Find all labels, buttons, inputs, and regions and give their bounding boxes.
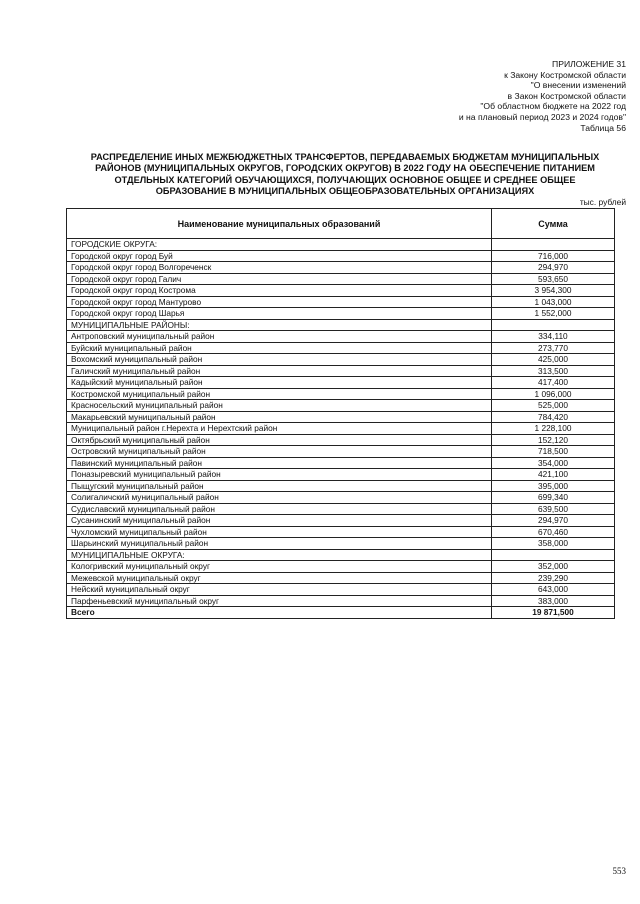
municipality-name: Островский муниципальный район <box>67 446 492 458</box>
table-row <box>67 480 615 492</box>
amount-cell: 699,340 <box>492 492 615 504</box>
amount-cell: 352,000 <box>492 561 615 573</box>
table-row <box>67 457 615 469</box>
table-row <box>67 446 615 458</box>
amount-cell: 273,770 <box>492 342 615 354</box>
table-row <box>67 308 615 320</box>
table-row <box>67 377 615 389</box>
amount-cell: 639,500 <box>492 503 615 515</box>
municipality-name: Макарьевский муниципальный район <box>67 411 492 423</box>
appendix-line: "Об областном бюджете на 2022 год <box>480 101 626 112</box>
column-header-name: Наименование муниципальных образований <box>67 209 492 239</box>
title-line: ОБРАЗОВАНИЕ В МУНИЦИПАЛЬНЫХ ОБЩЕОБРАЗОВАТЕЛЬНЫХ ОРГАНИЗАЦИЯХ <box>155 186 535 197</box>
table-row <box>67 342 615 354</box>
appendix-line: "О внесении изменений <box>530 80 626 91</box>
table-row <box>67 400 615 412</box>
table-row <box>67 319 615 331</box>
table-row <box>67 331 615 343</box>
amount-cell: 1 096,000 <box>492 388 615 400</box>
title-line: ОТДЕЛЬНЫХ КАТЕГОРИЙ ОБУЧАЮЩИХСЯ, ПОЛУЧАЮЩИХ ОСНОВНОЕ ОБЩЕЕ И СРЕДНЕЕ ОБЩЕЕ <box>114 174 576 185</box>
municipality-name: Шарьинский муниципальный район <box>67 538 492 550</box>
amount-cell: 152,120 <box>492 434 615 446</box>
amount-cell: 716,000 <box>492 250 615 262</box>
amount-cell: 1 552,000 <box>492 308 615 320</box>
amount-cell: 294,970 <box>492 515 615 527</box>
municipality-name: Павинский муниципальный район <box>67 457 492 469</box>
amount-cell: 643,000 <box>492 584 615 596</box>
municipality-name: Поназыревский муниципальный район <box>67 469 492 481</box>
table-row <box>67 434 615 446</box>
table-row <box>67 411 615 423</box>
amount-cell: 421,100 <box>492 469 615 481</box>
distribution-table <box>66 208 615 619</box>
municipality-name: Нейский муниципальный округ <box>67 584 492 596</box>
title-line: РАСПРЕДЕЛЕНИЕ ИНЫХ МЕЖБЮДЖЕТНЫХ ТРАНСФЕРТОВ, ПЕРЕДАВАЕМЫХ БЮДЖЕТАМ МУНИЦИПАЛЬНЫХ <box>90 152 600 162</box>
table-row <box>67 250 615 262</box>
appendix-line: и на плановый период 2023 и 2024 годов" <box>458 111 626 122</box>
amount-cell: 294,970 <box>492 262 615 274</box>
amount-cell <box>492 319 615 331</box>
municipality-name: Чухломский муниципальный район <box>67 526 492 538</box>
table-row <box>67 595 615 607</box>
table-row <box>67 365 615 377</box>
amount-cell: 239,290 <box>492 572 615 584</box>
municipality-name: Городской округ город Мантурово <box>67 296 492 308</box>
amount-cell: 425,000 <box>492 354 615 366</box>
unit-label: тыс. рублей <box>579 197 626 207</box>
table-row <box>67 285 615 297</box>
municipality-name: Городской округ город Кострома <box>67 285 492 297</box>
municipality-name: Октябрьский муниципальный район <box>67 434 492 446</box>
municipality-name: Городской округ город Шарья <box>67 308 492 320</box>
amount-cell <box>492 239 615 251</box>
municipality-name: Солигаличский муниципальный район <box>67 492 492 504</box>
amount-cell: 354,000 <box>492 457 615 469</box>
municipality-name: Кологривский муниципальный округ <box>67 561 492 573</box>
column-header-sum: Сумма <box>492 209 615 239</box>
municipality-name: Костромской муниципальный район <box>67 388 492 400</box>
table-row <box>67 354 615 366</box>
municipality-name: Антроповский муниципальный район <box>67 331 492 343</box>
table-row <box>67 538 615 550</box>
table-row <box>67 273 615 285</box>
municipality-name: Парфеньевский муниципальный округ <box>67 595 492 607</box>
appendix-line: Таблица 56 <box>580 122 626 133</box>
amount-cell: 334,110 <box>492 331 615 343</box>
table-total-row <box>67 607 615 619</box>
table-row <box>67 262 615 274</box>
table-row <box>67 549 615 561</box>
document-title <box>60 152 630 198</box>
table-row <box>67 515 615 527</box>
municipality-name: Буйский муниципальный район <box>67 342 492 354</box>
amount-cell: 593,650 <box>492 273 615 285</box>
municipality-name: Городской округ город Галич <box>67 273 492 285</box>
municipality-name: МУНИЦИПАЛЬНЫЕ ОКРУГА: <box>67 549 492 561</box>
appendix-line: ПРИЛОЖЕНИЕ 31 <box>552 59 626 69</box>
table-row <box>67 296 615 308</box>
amount-cell: 395,000 <box>492 480 615 492</box>
title-line: РАЙОНОВ (МУНИЦИПАЛЬНЫХ ОКРУГОВ, ГОРОДСКИХ ОКРУГОВ) В 2022 ГОДУ НА ОБЕСПЕЧЕНИЕ ПИТАНИЕМ <box>95 163 595 174</box>
amount-cell: 313,500 <box>492 365 615 377</box>
amount-cell: 670,460 <box>492 526 615 538</box>
appendix-header <box>266 59 626 133</box>
municipality-name: МУНИЦИПАЛЬНЫЕ РАЙОНЫ: <box>67 319 492 331</box>
municipality-name: Галичский муниципальный район <box>67 365 492 377</box>
table-header-row <box>67 209 615 239</box>
municipality-name: Городской округ город Буй <box>67 250 492 262</box>
amount-cell: 1 043,000 <box>492 296 615 308</box>
table-row <box>67 584 615 596</box>
amount-cell: 784,420 <box>492 411 615 423</box>
municipality-name: Муниципальный район г.Нерехта и Нерехтский район <box>67 423 492 435</box>
amount-cell: 358,000 <box>492 538 615 550</box>
table-row <box>67 572 615 584</box>
amount-cell <box>492 549 615 561</box>
table-row <box>67 469 615 481</box>
table-row <box>67 561 615 573</box>
municipality-name: Всего <box>67 607 492 619</box>
municipality-name: ГОРОДСКИЕ ОКРУГА: <box>67 239 492 251</box>
amount-cell: 19 871,500 <box>492 607 615 619</box>
municipality-name: Красносельский муниципальный район <box>67 400 492 412</box>
amount-cell: 383,000 <box>492 595 615 607</box>
table-row <box>67 526 615 538</box>
municipality-name: Сусанинский муниципальный район <box>67 515 492 527</box>
amount-cell: 1 228,100 <box>492 423 615 435</box>
municipality-name: Судиславский муниципальный район <box>67 503 492 515</box>
amount-cell: 525,000 <box>492 400 615 412</box>
table-row <box>67 239 615 251</box>
amount-cell: 3 954,300 <box>492 285 615 297</box>
amount-cell: 718,500 <box>492 446 615 458</box>
table-row <box>67 388 615 400</box>
municipality-name: Кадыйский муниципальный район <box>67 377 492 389</box>
municipality-name: Городской округ город Волгореченск <box>67 262 492 274</box>
table-row <box>67 492 615 504</box>
appendix-line: к Закону Костромской области <box>504 69 626 80</box>
municipality-name: Пыщугский муниципальный район <box>67 480 492 492</box>
page-number: 553 <box>612 866 626 876</box>
municipality-name: Вохомский муниципальный район <box>67 354 492 366</box>
table-row <box>67 503 615 515</box>
table-row <box>67 423 615 435</box>
table-body <box>67 239 615 619</box>
appendix-line: в Закон Костромской области <box>507 90 626 101</box>
municipality-name: Межевской муниципальный округ <box>67 572 492 584</box>
amount-cell: 417,400 <box>492 377 615 389</box>
